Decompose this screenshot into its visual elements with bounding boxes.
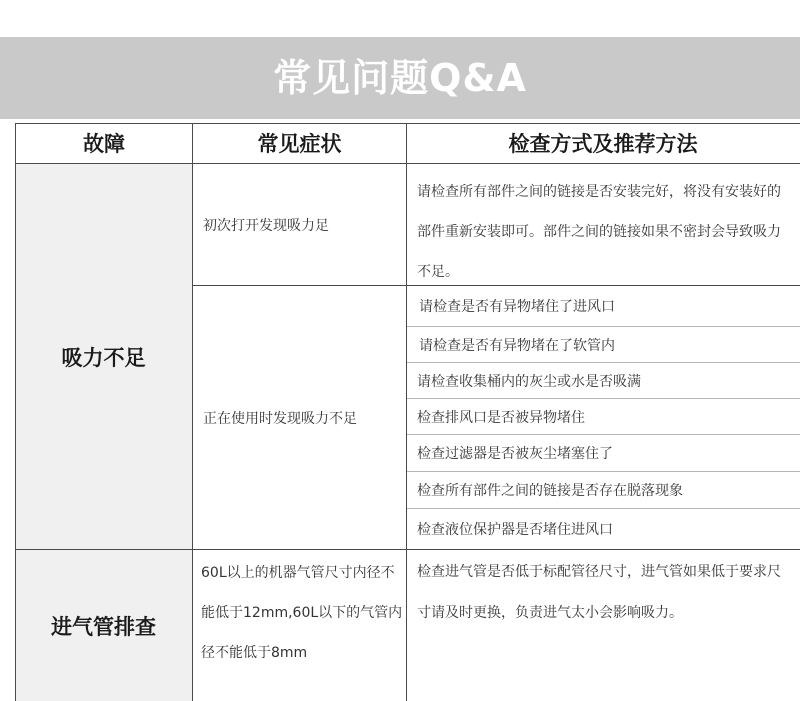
method-text: 检查进气管是否低于标配管径尺寸，进气管如果低于要求尺寸请及时更换，负责进气太小会影响吸力。 <box>417 564 781 621</box>
symptom-text: 60L以上的机器气管尺寸内径不能低于12mm,60L以下的气管内径不能低于8mm <box>201 565 403 661</box>
symptom-cell <box>193 286 406 549</box>
symptom-text: 正在使用时发现吸力不足 <box>203 410 357 427</box>
grid-line <box>15 163 800 164</box>
fault-cell <box>15 550 192 701</box>
fault-cell <box>15 164 192 549</box>
page-title: 常见问题Q&A <box>0 37 800 119</box>
grid-line <box>407 398 800 399</box>
symptom-cell <box>193 164 406 285</box>
grid-line <box>15 123 16 701</box>
grid-line <box>407 508 800 509</box>
header-fault <box>15 123 193 163</box>
header-method-label: 检查方式及推荐方法 <box>508 132 698 156</box>
method-text: 检查过滤器是否被灰尘堵塞住了 <box>417 446 613 462</box>
method-item <box>407 472 800 508</box>
method-text: 请检查所有部件之间的链接是否安装完好，将没有安装好的部件重新安装即可。部件之间的链接如果不密封会导致吸力不足。 <box>417 184 781 280</box>
header-fault-label: 故障 <box>83 132 125 156</box>
method-text: 请检查收集桶内的灰尘或水是否吸满 <box>417 373 641 390</box>
grid-line <box>407 362 800 363</box>
grid-line <box>407 434 800 435</box>
header-symptom-label: 常见症状 <box>257 132 342 156</box>
header-symptom <box>193 123 406 163</box>
header-method <box>406 123 800 163</box>
fault-label: 进气管排查 <box>15 550 192 701</box>
method-item <box>407 363 800 398</box>
method-text: 检查排风口是否被异物堵住 <box>417 409 585 426</box>
symptom-cell <box>193 550 406 701</box>
grid-line <box>407 326 800 327</box>
method-text: 检查所有部件之间的链接是否存在脱落现象 <box>417 483 683 499</box>
grid-line <box>15 549 800 550</box>
method-item <box>407 286 800 326</box>
grid-line <box>407 471 800 472</box>
grid-line <box>193 285 800 286</box>
method-text: 请检查是否有异物堵住了进风口 <box>419 299 615 315</box>
method-cell <box>407 164 787 285</box>
fault-label: 吸力不足 <box>15 164 192 549</box>
grid-line <box>15 123 800 124</box>
method-item <box>407 399 800 434</box>
method-text: 检查液位保护器是否堵住进风口 <box>417 522 613 538</box>
method-item <box>407 435 800 471</box>
grid-line <box>192 123 193 701</box>
method-item <box>407 327 800 362</box>
method-text: 请检查是否有异物堵在了软管内 <box>419 337 615 354</box>
grid-line <box>406 123 407 701</box>
method-cell <box>407 550 789 701</box>
faq-table <box>15 123 800 701</box>
symptom-text: 初次打开发现吸力足 <box>203 217 329 234</box>
method-item <box>407 509 800 549</box>
